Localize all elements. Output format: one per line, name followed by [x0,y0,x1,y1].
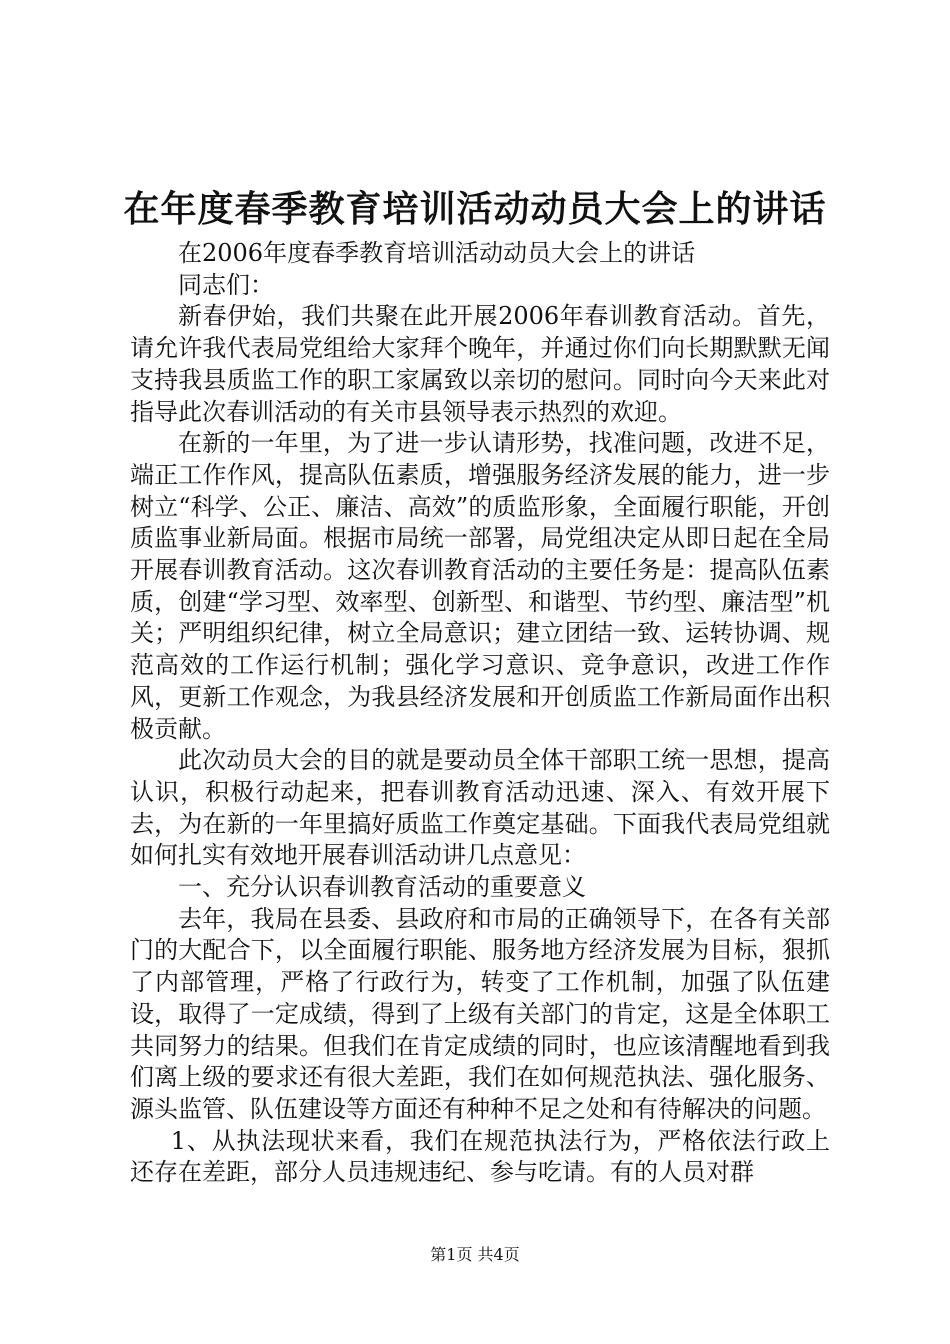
paragraph-subtitle: 在2006年度春季教育培训活动动员大会上的讲话 [178,239,696,267]
document-title: 在年度春季教育培训活动动员大会上的讲话 [123,188,827,230]
paragraph-point-1: 1、从执法现状来看，我们在规范执法行为，严格依法行政上还存在差距，部分人员违规违纪、参与吃请。有的人员对群 [130,1126,830,1187]
page-number: 第1页 共4页 [430,1245,520,1264]
section-heading-1: 一、充分认识春训教育活动的重要意义 [178,873,586,902]
paragraph-tasks: 在新的一年里，为了进一步认请形势，找准问题，改进不足，端正工作作风，提高队伍素质，增强服务经济发展的能力，进一步树立“科学、公正、廉洁、高效”的质监形象，全面履行职能，开创质监事业新局面。根据市局统一部署，局党组决定从即日起在全局开展春训教育活动。这次春训教育活动的主要任务是：提高队伍素质，创建“学习型、效率型、创新型、和谐型、节约型、廉洁型”机关；严明组织纪律，树立全局意识；建立团结一致、运转协调、规范高效的工作运行机制；强化学习意识、竞争意识，改进工作作风，更新工作观念，为我县经济发展和开创质监工作新局面作出积极贡献。 [130,429,830,743]
paragraph-salutation: 同志们： [178,270,274,299]
paragraph-purpose: 此次动员大会的目的就是要动员全体干部职工统一思想，提高认识，积极行动起来，把春训教育活动迅速、深入、有效开展下去，为在新的一年里搞好质监工作奠定基础。下面我代表局党组就如何扎实有效地开展春训活动讲几点意见： [130,746,830,870]
document-body [130,238,830,1189]
paragraph-opening: 新春伊始，我们共聚在此开展2006年春训教育活动。首先，请允许我代表局党组给大家拜个晚年，并通过你们向长期默默无闻支持我县质监工作的职工家属致以亲切的慰问。同时向今天来此对指导此次春训活动的有关市县领导表示热烈的欢迎。 [130,302,830,426]
paragraph-review: 去年，我局在县委、县政府和市局的正确领导下，在各有关部门的大配合下，以全面履行职能、服务地方经济发展为目标，狠抓了内部管理，严格了行政行为，转变了工作机制，加强了队伍建设，取得了一定成绩，得到了上级有关部门的肯定，这是全体职工共同努力的结果。但我们在肯定成绩的同时，也应该清醒地看到我们离上级的要求还有很大差距，我们在如何规范执法、强化服务、源头监管、队伍建设等方面还有种种不足之处和有待解决的问题。 [130,904,830,1123]
